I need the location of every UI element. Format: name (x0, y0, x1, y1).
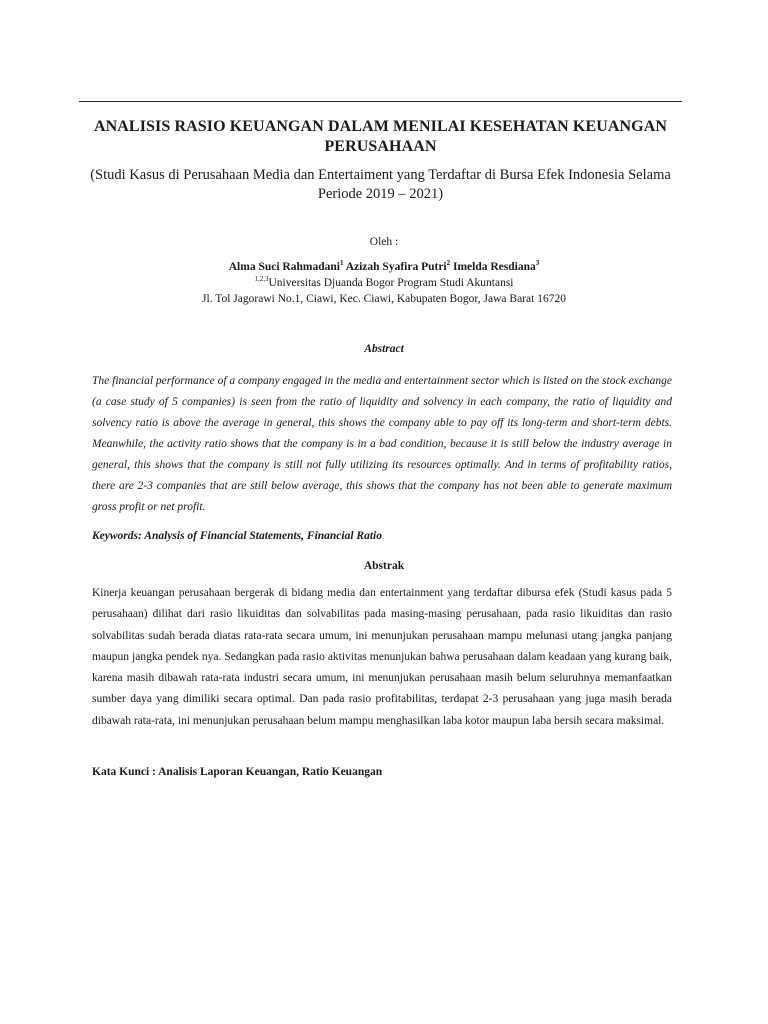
address: Jl. Tol Jagorawi No.1, Ciawi, Kec. Ciawi, Kabupaten Bogor, Jawa Barat 16720 (202, 293, 566, 305)
affiliation-text: Universitas Djuanda Bogor Program Studi Akuntansi (268, 277, 514, 289)
author-name: Imelda Resdiana (453, 261, 536, 273)
kata-kunci: Kata Kunci : Analisis Laporan Keuangan, Ratio Keuangan (92, 766, 383, 778)
paper-subtitle: (Studi Kasus di Perusahaan Media dan Entertaiment yang Terdaftar di Bursa Efek Indonesia Selama Periode 2019 – 2021) (90, 167, 671, 202)
author-affil-mark: 2 (446, 259, 451, 268)
abstract-text: The financial performance of a company engaged in the media and entertainment sector which is listed on the stock exchange (a case study of 5 companies) is seen from the ratio of liquidity and solvency in each company, the ratio of liquidity and solvency ratio is above the average in general, this shows the company able to pay off its long-term and short-term debts. Meanwhile, the activity ratio shows that the company is in a bad condition, because it is still below the industry average in general, this shows that the company is still not fully utilizing its resources optimally. And in terms of profitability ratios, there are 2-3 companies that are still below average, this shows that the company has not been able to generate maximum gross profit or net profit. (92, 375, 672, 513)
abstrak-heading: Abstrak (363, 560, 405, 572)
author-name: Alma Suci Rahmadani (228, 261, 340, 273)
paper-title: ANALISIS RASIO KEUANGAN DALAM MENILAI KESEHATAN KEUANGAN PERUSAHAAN (93, 118, 668, 155)
affiliation (0, 277, 768, 289)
author-list (0, 261, 768, 273)
keywords: Keywords: Analysis of Financial Statements, Financial Ratio (92, 530, 382, 542)
author-affil-mark: 3 (535, 259, 540, 268)
author-name: Azizah Syafira Putri (345, 261, 447, 273)
affiliation-mark: 1,2,3 (254, 275, 269, 284)
author-affil-mark: 1 (339, 259, 344, 268)
oleh-label: Oleh : (369, 236, 399, 248)
header-rule (79, 101, 682, 102)
abstrak-text: Kinerja keuangan perusahaan bergerak di bidang media dan entertainment yang terdaftar dibursa efek (Studi kasus pada 5 perusahaan) dilihat dari rasio likuiditas dan solvabilitas pada masing-masing perusahaan, pada rasio likuiditas dan rasio solvabilitas sudah berada diatas rata-rata secara umum, ini menunjukan perusahaan mampu melunasi utang jangka panjang maupun jangka pendek nya. Sedangkan pada rasio aktivitas menunjukan bahwa perusahaan dalam keadaan yang kurang baik, karena masih dibawah rata-rata industri secara umum, ini menunjukan perusahaan masih belum seluruhnya memanfaatkan sumber daya yang dimiliki secara optimal. Dan pada rasio profitabilitas, terdapat 2-3 perusahaan yang juga masih berada dibawah rata-rata, ini menunjukan perusahaan belum mampu menghasilkan laba kotor maupun laba bersih secara maksimal. (92, 587, 672, 727)
abstract-heading: Abstract (364, 343, 404, 355)
